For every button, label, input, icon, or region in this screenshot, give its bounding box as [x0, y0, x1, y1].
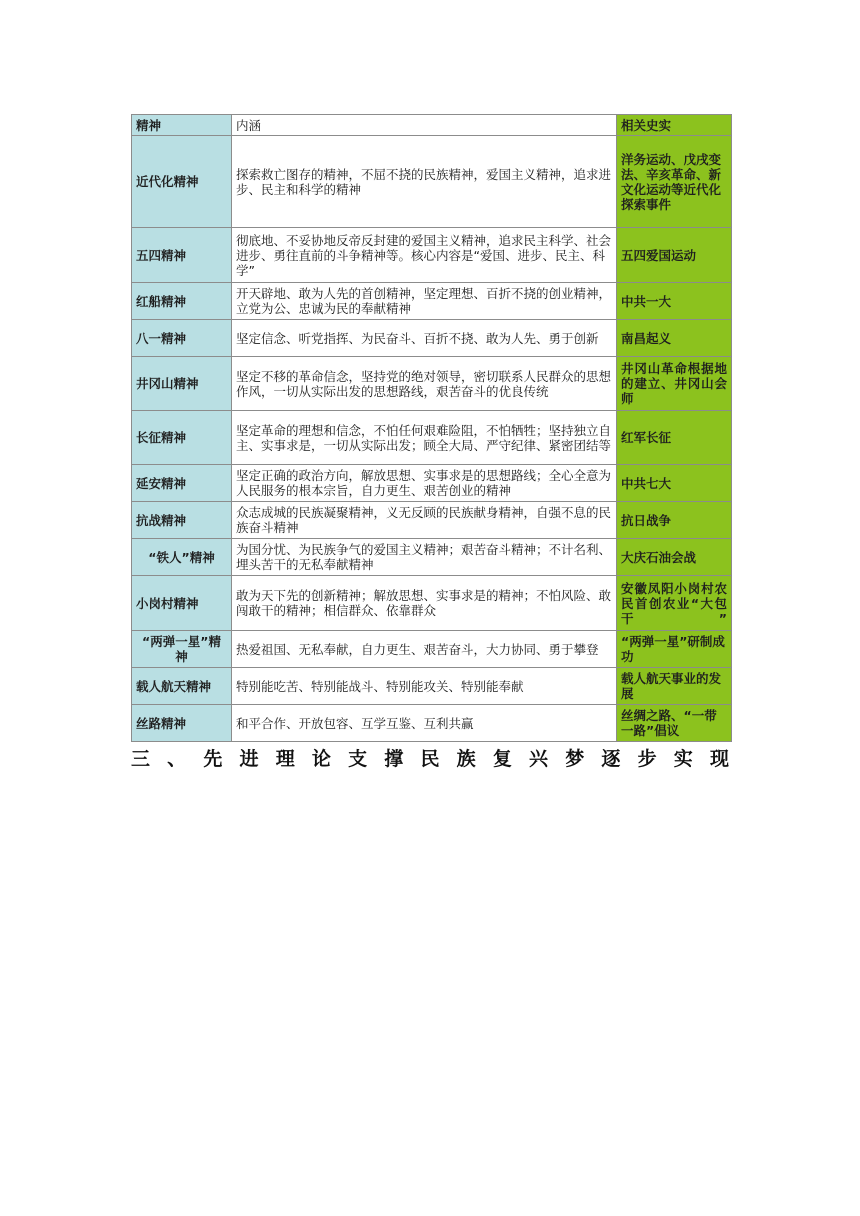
- spirit-name: 抗战精神: [132, 502, 232, 539]
- spirit-fact: 红军长征: [617, 411, 732, 465]
- spirit-fact: 安徽凤阳小岗村农民首创农业“大包干”: [617, 576, 732, 631]
- table-row: [132, 283, 732, 320]
- spirit-name: 丝路精神: [132, 705, 232, 742]
- spirit-name: 红船精神: [132, 283, 232, 320]
- table-row: [132, 136, 732, 228]
- spirit-content: 敢为天下先的创新精神；解放思想、实事求是的精神；不怕风险、敢闯敢干的精神；相信群众、依靠群众: [232, 576, 617, 631]
- section-heading: 三、先进理论支撑民族复兴梦逐步实现: [131, 748, 731, 770]
- spirit-fact: 井冈山革命根据地的建立、井冈山会师: [617, 357, 732, 411]
- table-row: [132, 502, 732, 539]
- spirit-name: 延安精神: [132, 465, 232, 502]
- spirit-fact: “两弹一星”研制成功: [617, 631, 732, 668]
- table-row: [132, 465, 732, 502]
- header-fact-cell: 相关史实: [617, 115, 732, 136]
- spirit-content: 坚定革命的理想和信念，不怕任何艰难险阻，不怕牺牲；坚持独立自主、实事求是，一切从实际出发；顾全大局、严守纪律、紧密团结等: [232, 411, 617, 465]
- table-row: [132, 576, 732, 631]
- spirit-content: 热爱祖国、无私奉献，自力更生、艰苦奋斗，大力协同、勇于攀登: [232, 631, 617, 668]
- spirit-fact: 南昌起义: [617, 320, 732, 357]
- table-row: [132, 705, 732, 742]
- spirit-table: [131, 114, 732, 742]
- spirit-name: 井冈山精神: [132, 357, 232, 411]
- spirit-fact: 五四爱国运动: [617, 228, 732, 283]
- spirit-name: “两弹一星”精神: [132, 631, 232, 668]
- table-header-row: [132, 115, 732, 136]
- spirit-fact: 中共一大: [617, 283, 732, 320]
- table-row: [132, 357, 732, 411]
- spirit-content: 探索救亡图存的精神，不屈不挠的民族精神，爱国主义精神，追求进步、民主和科学的精神: [232, 136, 617, 228]
- spirit-fact: 中共七大: [617, 465, 732, 502]
- spirit-fact: 丝绸之路、“一带一路”倡议: [617, 705, 732, 742]
- spirit-fact: 大庆石油会战: [617, 539, 732, 576]
- spirit-content: 坚定不移的革命信念，坚持党的绝对领导，密切联系人民群众的思想作风，一切从实际出发的思想路线，艰苦奋斗的优良传统: [232, 357, 617, 411]
- spirit-name: 载人航天精神: [132, 668, 232, 705]
- spirit-name: 长征精神: [132, 411, 232, 465]
- spirit-content: 彻底地、不妥协地反帝反封建的爱国主义精神，追求民主科学、社会进步、勇往直前的斗争精神等。核心内容是“爱国、进步、民主、科学”: [232, 228, 617, 283]
- header-name-cell: 精神: [132, 115, 232, 136]
- spirit-content: 特别能吃苦、特别能战斗、特别能攻关、特别能奉献: [232, 668, 617, 705]
- spirit-name: “铁人”精神: [132, 539, 232, 576]
- spirit-fact: 载人航天事业的发展: [617, 668, 732, 705]
- table-row: [132, 539, 732, 576]
- table-row: [132, 668, 732, 705]
- spirit-content: 众志成城的民族凝聚精神，义无反顾的民族献身精神，自强不息的民族奋斗精神: [232, 502, 617, 539]
- spirit-name: 小岗村精神: [132, 576, 232, 631]
- spirit-name: 近代化精神: [132, 136, 232, 228]
- spirit-content: 坚定信念、听党指挥、为民奋斗、百折不挠、敢为人先、勇于创新: [232, 320, 617, 357]
- spirit-content: 为国分忧、为民族争气的爱国主义精神；艰苦奋斗精神；不计名利、埋头苦干的无私奉献精神: [232, 539, 617, 576]
- spirit-content: 坚定正确的政治方向，解放思想、实事求是的思想路线；全心全意为人民服务的根本宗旨，自力更生、艰苦创业的精神: [232, 465, 617, 502]
- spirit-name: 八一精神: [132, 320, 232, 357]
- spirit-name: 五四精神: [132, 228, 232, 283]
- table-row: [132, 320, 732, 357]
- spirit-content: 和平合作、开放包容、互学互鉴、互利共赢: [232, 705, 617, 742]
- header-content-cell: 内涵: [232, 115, 617, 136]
- table-row: [132, 228, 732, 283]
- table-row: [132, 631, 732, 668]
- spirit-fact: 抗日战争: [617, 502, 732, 539]
- spirit-fact: 洋务运动、戊戌变法、辛亥革命、新文化运动等近代化探索事件: [617, 136, 732, 228]
- spirit-content: 开天辟地、敢为人先的首创精神，坚定理想、百折不挠的创业精神，立党为公、忠诚为民的奉献精神: [232, 283, 617, 320]
- table-row: [132, 411, 732, 465]
